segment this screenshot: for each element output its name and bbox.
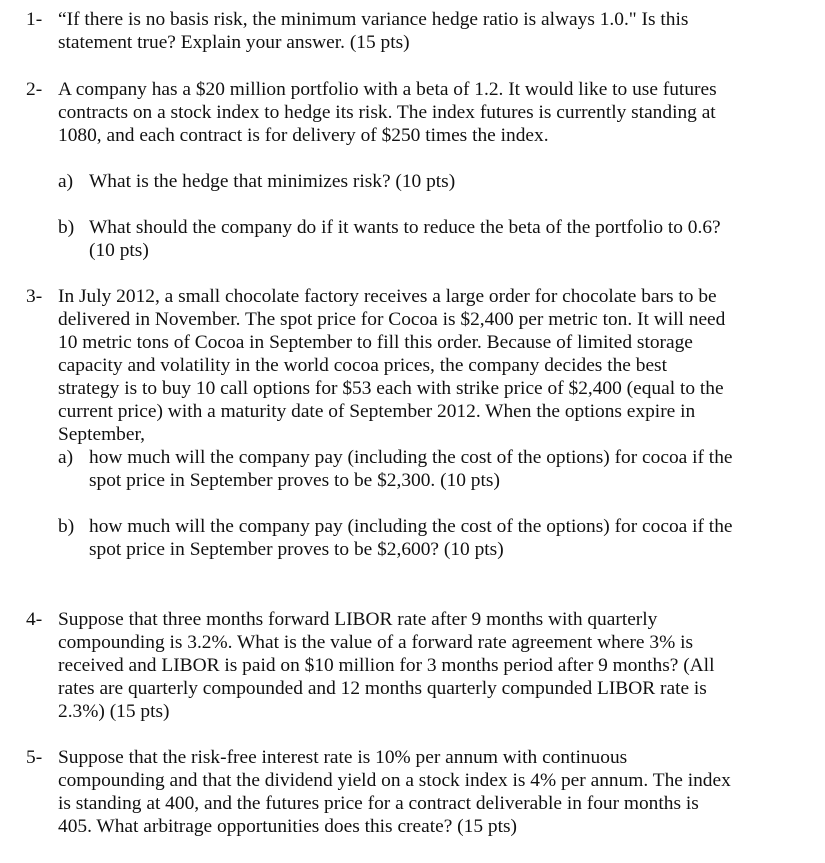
text-line: delivered in November. The spot price for Cocoa is $2,400 per metric ton. It will need [58, 309, 726, 330]
subpart-text [89, 515, 779, 561]
text-line: 1080, and each contract is for delivery of $250 times the index. [58, 125, 549, 146]
question-text [58, 608, 778, 723]
text-line: received and LIBOR is paid on $10 million for 3 months period after 9 months? (All [58, 655, 715, 676]
subpart-text [89, 446, 779, 492]
subpart-text [89, 170, 779, 193]
text-line: rates are quarterly compounded and 12 months quarterly compunded LIBOR rate is [58, 678, 707, 699]
text-line: A company has a $20 million portfolio with a beta of 1.2. It would like to use futures [58, 79, 717, 100]
question-text [58, 8, 778, 54]
question-text [58, 285, 778, 446]
text-line: “If there is no basis risk, the minimum variance hedge ratio is always 1.0." Is this [58, 9, 689, 30]
text-line: how much will the company pay (including the cost of the options) for cocoa if the [89, 516, 733, 537]
text-line: spot price in September proves to be $2,300. (10 pts) [89, 470, 500, 491]
text-line: Suppose that three months forward LIBOR rate after 9 months with quarterly [58, 609, 658, 630]
text-line: contracts on a stock index to hedge its risk. The index futures is currently standing at [58, 102, 716, 123]
question-number: 1- [26, 9, 43, 30]
text-line: statement true? Explain your answer. (15 pts) [58, 32, 410, 53]
text-line: What should the company do if it wants to reduce the beta of the portfolio to 0.6? [89, 217, 721, 238]
question-number: 2- [26, 79, 43, 100]
question-number: 4- [26, 609, 43, 630]
text-line: Suppose that the risk-free interest rate is 10% per annum with continuous [58, 747, 628, 768]
text-line: 10 metric tons of Cocoa in September to fill this order. Because of limited storage [58, 332, 693, 353]
subpart-text [89, 216, 779, 262]
text-line: compounding and that the dividend yield on a stock index is 4% per annum. The index [58, 770, 731, 791]
question-text [58, 746, 778, 838]
text-line: spot price in September proves to be $2,600? (10 pts) [89, 539, 504, 560]
text-line: capacity and volatility in the world cocoa prices, the company decides the best [58, 355, 667, 376]
text-line: 405. What arbitrage opportunities does this create? (15 pts) [58, 816, 517, 837]
text-line: (10 pts) [89, 240, 149, 261]
text-line: strategy is to buy 10 call options for $53 each with strike price of $2,400 (equal to the [58, 378, 724, 399]
question-text [58, 78, 778, 147]
text-line: how much will the company pay (including the cost of the options) for cocoa if the [89, 447, 733, 468]
question-number: 5- [26, 747, 43, 768]
question-number: 3- [26, 286, 43, 307]
text-line: In July 2012, a small chocolate factory receives a large order for chocolate bars to be [58, 286, 717, 307]
text-line: September, [58, 424, 145, 445]
subpart-label: a) [58, 171, 74, 192]
text-line: 2.3%) (15 pts) [58, 701, 170, 722]
subpart-label: a) [58, 447, 74, 468]
text-line: compounding is 3.2%. What is the value of a forward rate agreement where 3% is [58, 632, 694, 653]
text-line: current price) with a maturity date of September 2012. When the options expire in [58, 401, 696, 422]
text-line: What is the hedge that minimizes risk? (10 pts) [89, 171, 456, 192]
subpart-label: b) [58, 516, 75, 537]
subpart-label: b) [58, 217, 75, 238]
text-line: is standing at 400, and the futures price for a contract deliverable in four months is [58, 793, 699, 814]
